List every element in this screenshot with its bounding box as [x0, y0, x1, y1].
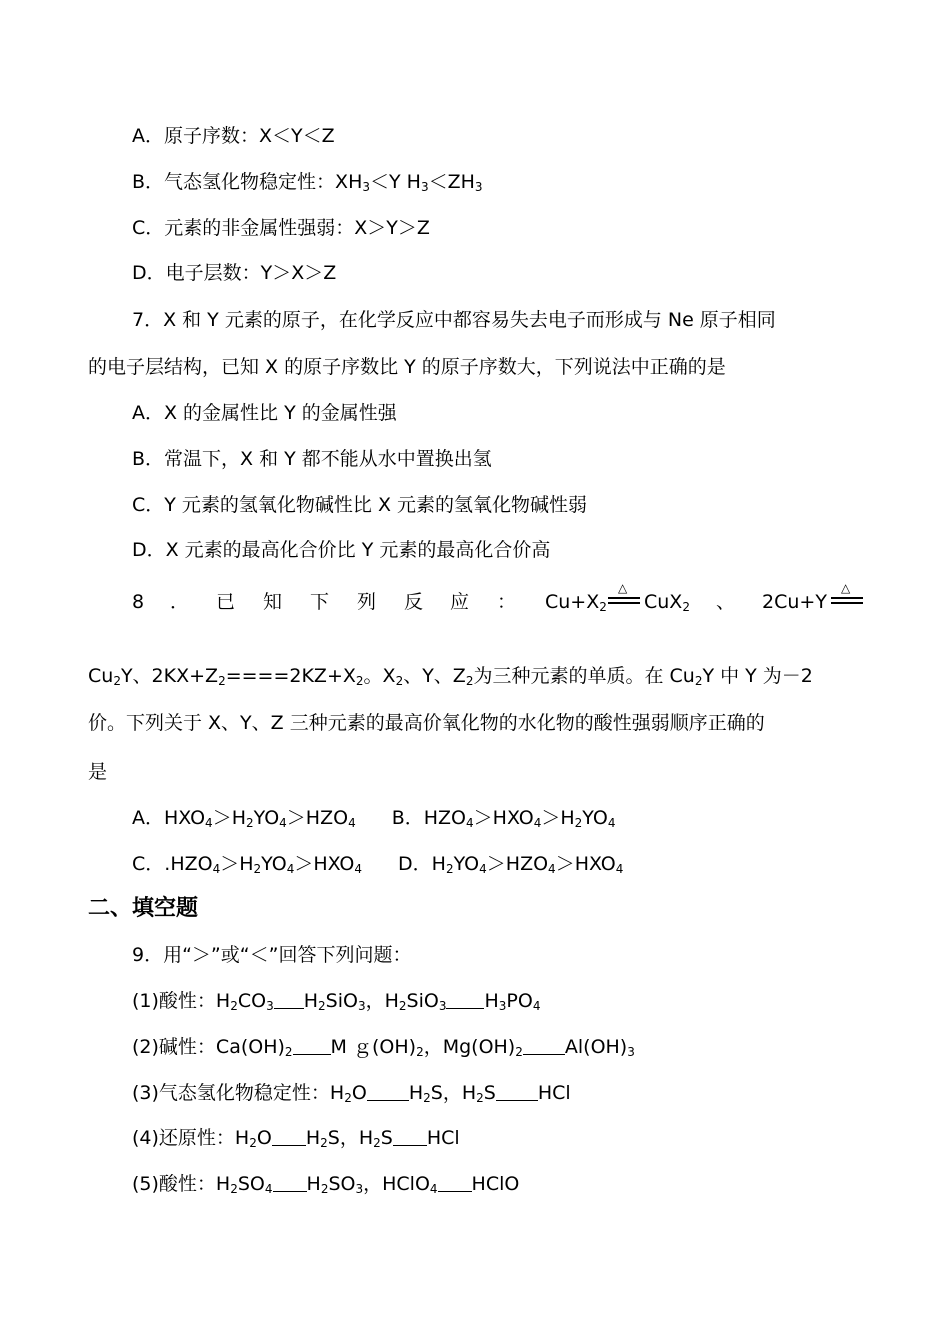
formula-text: ＞HXO [473, 807, 534, 829]
text: 、Y、Z [403, 665, 466, 687]
option-label: C． [132, 217, 165, 239]
subscript: 3 [266, 999, 274, 1013]
subscript: 2 [398, 999, 407, 1013]
option-label: D． [398, 853, 432, 875]
answer-blank[interactable] [496, 1082, 538, 1101]
formula-text: S，H [430, 1082, 477, 1104]
q8-option-a [132, 807, 356, 829]
option-text: 原子序数：X＜Y＜Z [164, 125, 335, 147]
formula-text: SO [237, 1173, 265, 1195]
formula-text: CO [237, 990, 267, 1012]
subscript: 4 [205, 816, 213, 830]
subscript: 3 [355, 1182, 364, 1196]
separator: 、 [716, 591, 736, 613]
q8-options-row-1 [0, 804, 950, 832]
formula-text: ，Mg(OH) [423, 1036, 516, 1058]
subscript: 2 [320, 1182, 329, 1196]
formula-text: ＞HZO [286, 807, 349, 829]
text: Y 中 Y 为－2 [702, 665, 813, 687]
q8-option-c [132, 853, 362, 875]
answer-blank[interactable] [272, 1127, 306, 1146]
text: Cu [88, 665, 114, 687]
subscript: 2 [465, 674, 474, 688]
text: ====2KZ+X [225, 665, 356, 687]
subscript: 2 [515, 1045, 523, 1059]
q7-option-c: C．Y 元素的氢氧化物碱性比 X 元素的氢氧化物碱性弱 [132, 494, 588, 516]
q7-option-b: B．常温下，X 和 Y 都不能从水中置换出氢 [132, 448, 492, 470]
option-label: D． [132, 262, 166, 284]
subscript: 4 [548, 862, 556, 876]
section-heading: 二、填空题 [88, 896, 199, 921]
q7-stem-line-1: 7．X 和 Y 元素的原子，在化学反应中都容易失去电子而形成与 Ne 原子相同 [132, 309, 776, 331]
part-label: (1)酸性： [132, 990, 216, 1012]
part-label: (5)酸性： [132, 1173, 216, 1195]
part-label: (3)气态氢化物稳定性： [132, 1082, 330, 1104]
formula-text: H [408, 1082, 424, 1104]
formula-text: H [305, 1127, 321, 1149]
formula-text: HCl [426, 1127, 460, 1149]
subscript: 4 [532, 999, 541, 1013]
subscript: 2 [284, 1045, 293, 1059]
subscript: 2 [318, 999, 326, 1013]
q8-stem-line-2 [0, 662, 950, 690]
formula-text: H [303, 990, 319, 1012]
subscript: 2 [344, 1091, 352, 1105]
subscript: 4 [466, 816, 474, 830]
subscript: 2 [230, 1182, 238, 1196]
formula-text: ＞H [212, 807, 246, 829]
subscript: 4 [286, 862, 295, 876]
formula-text: ，H [365, 990, 399, 1012]
formula-text: H [329, 1082, 345, 1104]
q8-token: 列 [357, 591, 377, 613]
formula-text: Al(OH) [564, 1036, 628, 1058]
q6-option-c [0, 214, 950, 242]
q9-part-2 [0, 1033, 950, 1061]
answer-blank[interactable] [293, 1036, 331, 1055]
part-label: (4)还原性： [132, 1127, 235, 1149]
option-label: A． [132, 807, 164, 829]
option-text: 电子层数：Y＞X＞Z [165, 262, 337, 284]
formula-text: SiO [325, 990, 358, 1012]
q7-option-a: A．X 的金属性比 Y 的金属性强 [132, 402, 397, 424]
formula-text: SiO [406, 990, 439, 1012]
q8-token: 知 [263, 591, 283, 613]
subscript: 4 [354, 862, 363, 876]
q8-options-row-2 [0, 850, 950, 878]
subscript: 3 [420, 180, 429, 194]
subscript: 4 [615, 862, 624, 876]
answer-blank[interactable] [393, 1127, 427, 1146]
q6-option-d [0, 259, 950, 287]
formula-text: H [431, 853, 446, 875]
formula-text: ＞H [220, 853, 254, 875]
formula-text: H [234, 1127, 250, 1149]
subscript: 2 [320, 1136, 328, 1150]
heat-symbol: △ [841, 581, 851, 595]
reaction-2-reactants: 2Cu+Y [762, 591, 827, 613]
formula-text: HZO [423, 807, 467, 829]
q8-token: 下 [310, 591, 330, 613]
subscript: 4 [264, 1182, 273, 1196]
formula-text: Ca(OH) [215, 1036, 285, 1058]
formula-text: ＞HXO [555, 853, 616, 875]
q6-option-a [0, 122, 950, 150]
answer-blank[interactable] [446, 990, 484, 1009]
q8-token: 反 [404, 591, 424, 613]
formula-text: YO [453, 853, 480, 875]
subscript: 4 [212, 862, 221, 876]
subscript: 2 [574, 816, 583, 830]
subscript: 3 [357, 999, 366, 1013]
heat-arrow [606, 582, 642, 612]
subscript: 4 [533, 816, 542, 830]
option-label: B． [391, 807, 424, 829]
text: 。X [363, 665, 396, 687]
formula-text: S，H [327, 1127, 374, 1149]
formula-text: CuX [644, 591, 683, 613]
subscript: 4 [479, 862, 487, 876]
subscript: 4 [348, 816, 356, 830]
formula-text: ，HClO [363, 1173, 430, 1195]
q9-part-3 [0, 1079, 950, 1107]
part-label: (2)碱性： [132, 1036, 216, 1058]
formula-text: ＞H [541, 807, 575, 829]
q6-option-b [0, 168, 950, 196]
answer-blank[interactable] [273, 1173, 307, 1192]
subscript: 2 [249, 1136, 257, 1150]
subscript: 3 [438, 999, 447, 1013]
subscript: 4 [279, 816, 287, 830]
formula-text: SO [328, 1173, 356, 1195]
q8-token: 应 [450, 591, 470, 613]
reaction-1-reactants [545, 588, 607, 616]
answer-blank[interactable] [523, 1036, 565, 1055]
heat-arrow [829, 582, 865, 612]
formula-text: S [483, 1082, 496, 1104]
subscript: 2 [682, 600, 690, 614]
subscript: 2 [218, 674, 226, 688]
subscript: 2 [245, 816, 254, 830]
option-label: A． [132, 125, 164, 147]
formula-text: HClO [471, 1173, 520, 1195]
formula-text: O [256, 1127, 272, 1149]
formula-text: YO [582, 807, 608, 829]
subscript: 2 [373, 1136, 381, 1150]
text: Y、2KX+Z [120, 665, 219, 687]
formula-text: H [215, 1173, 231, 1195]
formula-text: HCl [537, 1082, 571, 1104]
subscript: 2 [395, 674, 404, 688]
subscript: 2 [355, 674, 364, 688]
answer-blank[interactable] [274, 990, 304, 1009]
q8-token: ： [497, 591, 517, 613]
answer-blank[interactable] [367, 1082, 409, 1101]
reaction-1-product [644, 588, 690, 616]
subscript: 2 [599, 600, 607, 614]
subscript: 2 [476, 1091, 484, 1105]
formula-text: ＞HZO [486, 853, 549, 875]
subscript: 3 [627, 1045, 635, 1059]
q9-part-1 [0, 987, 950, 1015]
option-text: 元素的非金属性强弱：X＞Y＞Z [164, 217, 430, 239]
q9-part-4 [0, 1124, 950, 1152]
formula-text: O [351, 1082, 367, 1104]
option-label: B． [132, 171, 165, 193]
heat-symbol: △ [618, 581, 628, 595]
option-text: 气态氢化物稳定性：XH [164, 171, 363, 193]
q8-token: ． [170, 591, 190, 613]
subscript: 3 [474, 180, 483, 194]
subscript: 2 [230, 999, 238, 1013]
formula-text: .HZO [164, 853, 213, 875]
answer-blank[interactable] [438, 1173, 472, 1192]
formula-text: Cu+X [545, 591, 600, 613]
formula-text: PO [506, 990, 533, 1012]
q8-stem-line-3: 价。下列关于 X、Y、Z 三种元素的最高价氧化物的水化物的酸性强弱顺序正确的 [88, 712, 765, 734]
subscript: 3 [498, 999, 507, 1013]
q8-option-b [392, 807, 616, 829]
formula-text: M ｇ(OH) [330, 1036, 417, 1058]
subscript: 3 [362, 180, 370, 194]
formula-text: H [484, 990, 499, 1012]
subscript: 2 [694, 674, 703, 688]
q8-stem-line-4: 是 [88, 761, 108, 783]
subscript: 2 [416, 1045, 424, 1059]
subscript: 2 [423, 1091, 431, 1105]
subscript: 2 [113, 674, 121, 688]
formula-text: S [380, 1127, 393, 1149]
q9-stem: 9．用“＞”或“＜”回答下列问题： [132, 944, 412, 966]
formula-text: YO [261, 853, 287, 875]
q8-token: 已 [216, 591, 236, 613]
option-text: ＜Y H [370, 171, 421, 193]
option-text: ＜ZH [428, 171, 475, 193]
q7-stem-line-2: 的电子层结构，已知 X 的原子序数比 Y 的原子序数大，下列说法中正确的是 [88, 356, 726, 378]
formula-text: HXO [164, 807, 206, 829]
subscript: 4 [429, 1182, 438, 1196]
formula-text: YO [253, 807, 280, 829]
text: 为三种元素的单质。在 Cu [473, 665, 695, 687]
q8-token: 8 [132, 591, 145, 613]
subscript: 2 [253, 862, 262, 876]
subscript: 4 [607, 816, 616, 830]
formula-text: ＞HXO [294, 853, 355, 875]
formula-text: H [306, 1173, 321, 1195]
formula-text: H [215, 990, 231, 1012]
option-label: C． [132, 853, 165, 875]
subscript: 2 [445, 862, 454, 876]
q7-option-d: D．X 元素的最高化合价比 Y 元素的最高化合价高 [132, 539, 551, 561]
q9-part-5 [0, 1170, 950, 1198]
q8-option-d [398, 853, 623, 875]
q8-stem-line-1 [0, 581, 950, 618]
